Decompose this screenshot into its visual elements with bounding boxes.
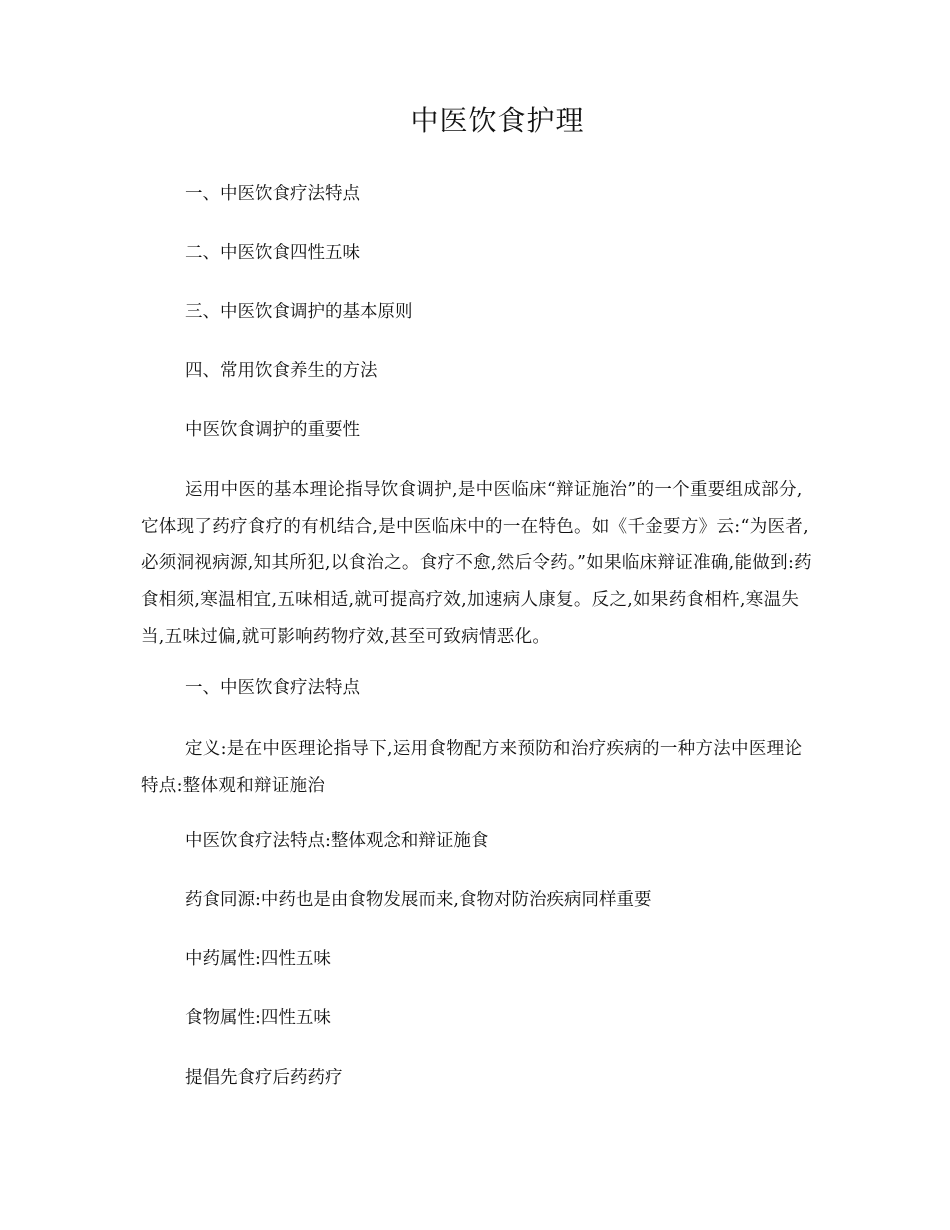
toc-item-2: 二、中医饮食四性五味 [185, 243, 360, 263]
point-3: 中药属性:四性五味 [185, 949, 331, 969]
importance-heading: 中医饮食调护的重要性 [185, 420, 360, 440]
importance-paragraph: 运用中医的基本理论指导饮食调护,是中医临床“辩证施治”的一个重要组成部分,它体现了药疗食疗的有机结合,是中医临床中的一在特色。如《千金要方》云:“为医者,必须洞视病源,知其所犯,以食治之。食疗不愈,然后令药。”如果临床辩证准确,能做到:药食相须,寒温相宜,五味相适,就可提高疗效,加速病人康复。反之,如果药食相杵,寒温失当,五味过偏,就可影响药物疗效,甚至可致病情恶化。 [141, 480, 812, 647]
point-1: 中医饮食疗法特点:整体观念和辩证施食 [185, 831, 489, 851]
toc-item-4: 四、常用饮食养生的方法 [185, 361, 378, 381]
toc-item-3: 三、中医饮食调护的基本原则 [185, 302, 413, 322]
section-1-heading: 一、中医饮食疗法特点 [185, 678, 360, 698]
document-title: 中医饮食护理 [410, 104, 585, 137]
toc-item-1: 一、中医饮食疗法特点 [185, 184, 360, 204]
point-5: 提倡先食疗后药药疗 [185, 1068, 343, 1088]
point-2: 药食同源:中药也是由食物发展而来,食物对防治疾病同样重要 [185, 890, 652, 910]
point-4: 食物属性:四性五味 [185, 1008, 331, 1028]
definition-paragraph: 定义:是在中医理论指导下,运用食物配方来预防和治疗疾病的一种方法中医理论特点:整体观和辩证施治 [141, 739, 803, 796]
